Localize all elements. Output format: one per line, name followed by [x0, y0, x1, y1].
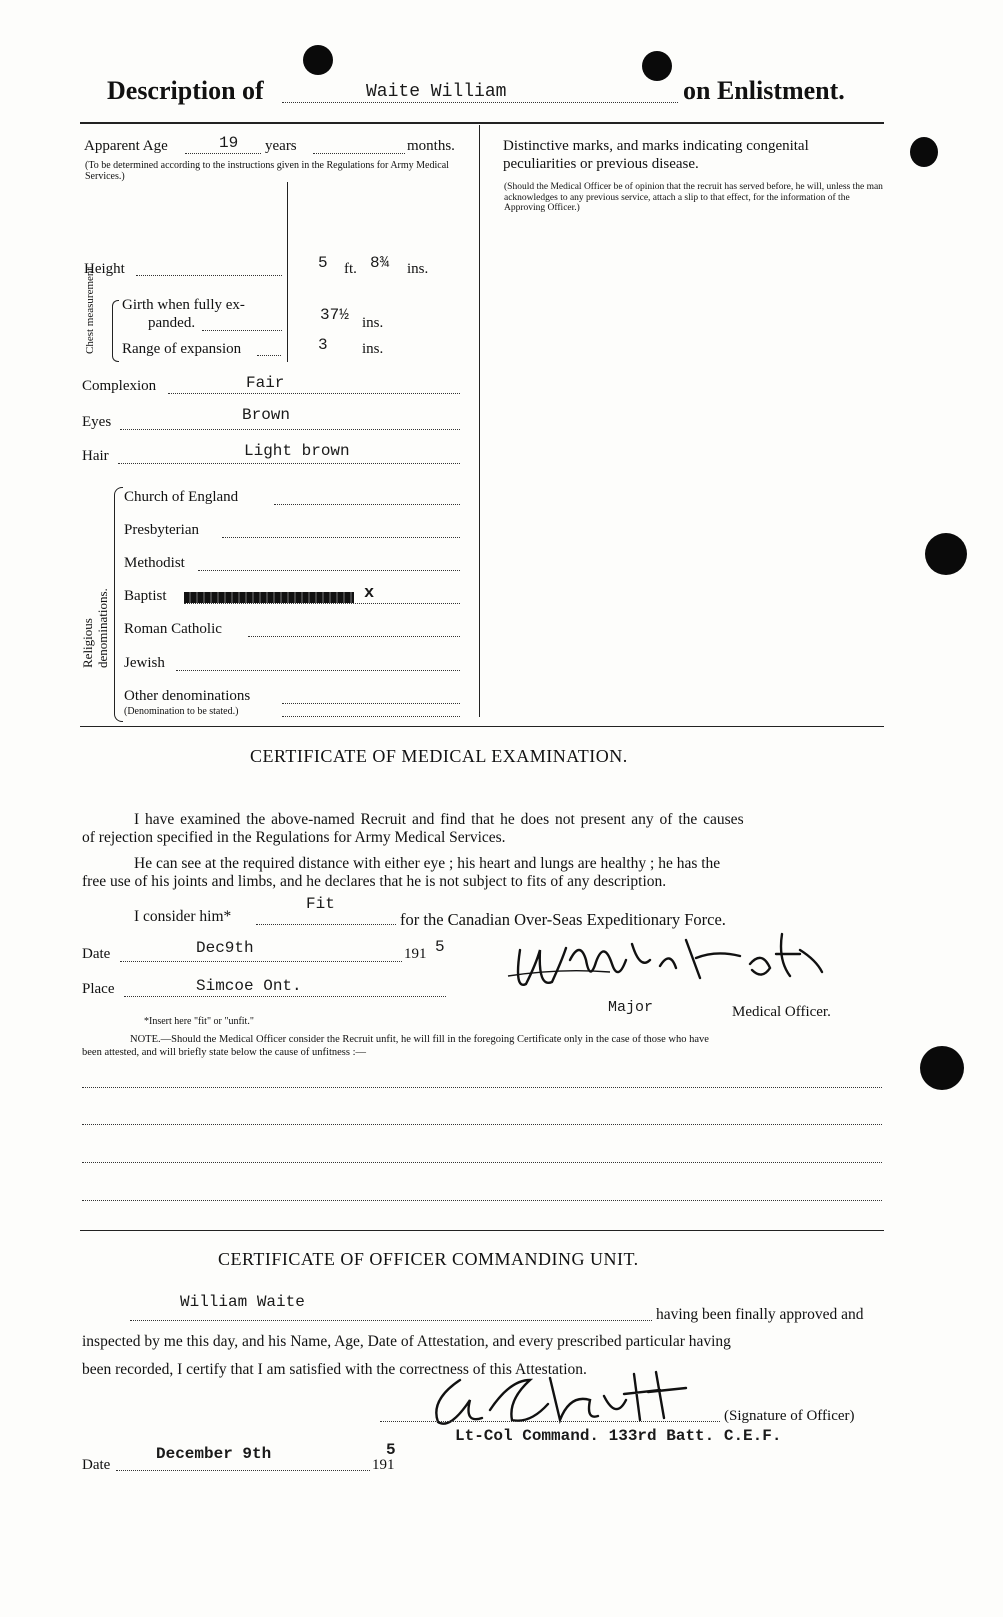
years-label: years: [265, 138, 297, 154]
commanding-date-line: [116, 1470, 370, 1471]
commanding-year-prefix: 191: [372, 1457, 395, 1473]
religion-church-england: Church of England: [124, 489, 239, 505]
chest-side-label: Chest measurement.: [84, 264, 96, 354]
age-note: (To be determined according to the instructions given in the Regulations for Army Medical Services.): [85, 160, 449, 182]
commanding-line1-suffix: having been finally approved and: [656, 1306, 864, 1323]
religion-line: [248, 636, 460, 637]
medical-para2-line2: free use of his joints and limbs, and he declares that he is not subject to fits of any description.: [82, 873, 667, 890]
religion-methodist: Methodist: [124, 555, 185, 571]
expansion-ins-label: ins.: [362, 341, 384, 357]
medical-note-line1: NOTE.—Should the Medical Officer consider the Recruit unfit, he will fill in the foregoing Certificate only in the case of those who have: [130, 1034, 709, 1045]
religion-side-label: Religious denominations.: [80, 588, 110, 668]
religion-line: [176, 670, 460, 671]
religion-line: [274, 504, 460, 505]
distinctive-title-1: Distinctive marks, and marks indicating congenital: [503, 138, 809, 154]
consider-label: I consider him*: [134, 908, 232, 925]
value-divider: [287, 182, 288, 362]
header-suffix: on Enlistment.: [683, 76, 845, 105]
distinctive-note: (Should the Medical Officer be of opinion that the recruit has served before, he will, unless the man acknowledges to any previous service, attach a slip to that effect, for the information of the Approving Officer.): [504, 182, 883, 213]
medical-officer-rank: Major: [608, 999, 654, 1016]
header-prefix: Description of: [107, 76, 264, 105]
girth-value: 37½: [320, 306, 349, 324]
commanding-line2: inspected by me this day, and his Name, Age, Date of Attestation, and every prescribed particular having: [82, 1333, 731, 1350]
age-value: 19: [219, 134, 239, 152]
months-line: [313, 153, 405, 154]
height-in-value: 8¾: [370, 254, 390, 272]
signature-label: (Signature of Officer): [724, 1408, 855, 1424]
religion-other-note: (Denomination to be stated.): [124, 706, 239, 717]
months-label: months.: [407, 138, 455, 154]
hair-line: [118, 463, 460, 464]
consider-line: [256, 924, 396, 925]
distinctive-title-2: peculiarities or previous disease.: [503, 156, 699, 172]
medical-place-value: Simcoe Ont.: [196, 977, 302, 995]
height-label: Height: [84, 261, 125, 277]
hair-label: Hair: [82, 448, 109, 464]
medical-date-line: [120, 961, 402, 962]
top-rule: [80, 122, 884, 124]
unfitness-line: [82, 1162, 882, 1163]
religion-other: Other denominations: [124, 688, 251, 704]
religion-line: [222, 537, 460, 538]
unfitness-line: [82, 1087, 882, 1088]
medical-place-line: [124, 996, 446, 997]
expansion-label: Range of expansion: [122, 341, 242, 357]
unfitness-line: [82, 1200, 882, 1201]
religion-line: [184, 603, 460, 604]
chest-bracket: [112, 300, 119, 362]
eyes-label: Eyes: [82, 414, 112, 430]
medical-officer-label: Medical Officer.: [732, 1004, 831, 1020]
height-line: [136, 275, 282, 276]
punch-hole: [303, 45, 333, 75]
ft-label: ft.: [344, 261, 357, 277]
religion-line: [282, 716, 460, 717]
commanding-line3: been recorded, I certify that I am satisfied with the correctness of this Attestation.: [82, 1361, 587, 1378]
eyes-value: Brown: [242, 406, 291, 424]
punch-hole: [925, 533, 967, 575]
complexion-label: Complexion: [82, 378, 157, 394]
baptist-mark: x: [364, 584, 375, 603]
punch-hole: [910, 137, 938, 167]
age-line: [185, 153, 261, 154]
signature-line: [380, 1421, 720, 1422]
girth-line: [202, 330, 282, 331]
medical-para2-line1: He can see at the required distance with either eye ; his heart and lungs are healthy ; he has the: [134, 855, 721, 872]
section-rule: [80, 726, 884, 727]
commanding-title-value: Lt-Col Command. 133rd Batt. C.E.F.: [455, 1427, 782, 1445]
punch-hole: [920, 1046, 964, 1090]
religion-bracket: [114, 487, 123, 722]
commanding-heading: CERTIFICATE OF OFFICER COMMANDING UNIT.: [218, 1249, 639, 1269]
commanding-date-value: December 9th: [156, 1445, 272, 1463]
medical-para1-line1: I have examined the above-named Recruit and find that he does not present any of the causes: [134, 811, 744, 828]
expansion-value: 3: [318, 336, 328, 354]
religion-presbyterian: Presbyterian: [124, 522, 199, 538]
girth-label-2: panded.: [148, 315, 196, 331]
complexion-value: Fair: [246, 374, 285, 392]
religion-baptist: Baptist: [124, 588, 167, 604]
religion-line: [282, 703, 460, 704]
insert-note: *Insert here "fit" or "unfit.": [144, 1016, 254, 1027]
medical-para1-line2: of rejection specified in the Regulations for Army Medical Services.: [82, 829, 506, 846]
age-label: Apparent Age: [84, 138, 168, 154]
girth-label-1: Girth when fully ex-: [122, 297, 245, 313]
strikeout-mark: [184, 592, 354, 603]
religion-line: [198, 570, 460, 571]
complexion-line: [168, 393, 460, 394]
medical-year-suffix: 5: [435, 938, 445, 956]
consider-value: Fit: [306, 895, 335, 913]
medical-date-value: Dec9th: [196, 939, 254, 957]
medical-place-label: Place: [82, 981, 115, 997]
punch-hole: [642, 51, 672, 81]
height-ft-value: 5: [318, 254, 328, 272]
girth-ins-label: ins.: [362, 315, 384, 331]
religion-roman-catholic: Roman Catholic: [124, 621, 222, 637]
medical-officer-signature: [500, 920, 830, 1000]
eyes-line: [120, 429, 460, 430]
header-name-line: [282, 102, 678, 103]
medical-heading: CERTIFICATE OF MEDICAL EXAMINATION.: [250, 746, 628, 766]
commanding-year-suffix: 5: [386, 1441, 396, 1459]
force-text: for the Canadian Over-Seas Expeditionary Force.: [400, 910, 726, 929]
unfitness-line: [82, 1124, 882, 1125]
medical-note-line2: been attested, and will briefly state below the cause of unfitness :—: [82, 1047, 366, 1058]
column-divider: [479, 125, 480, 717]
hair-value: Light brown: [244, 442, 350, 460]
medical-year-prefix: 191: [404, 946, 427, 962]
medical-date-label: Date: [82, 946, 111, 962]
religion-jewish: Jewish: [124, 655, 165, 671]
expansion-line: [257, 355, 281, 356]
commanding-date-label: Date: [82, 1457, 111, 1473]
section-rule: [80, 1230, 884, 1231]
ins-label: ins.: [407, 261, 429, 277]
header-name: Waite William: [366, 82, 507, 102]
commanding-name-value: William Waite: [180, 1293, 305, 1311]
commanding-name-line: [130, 1320, 652, 1321]
